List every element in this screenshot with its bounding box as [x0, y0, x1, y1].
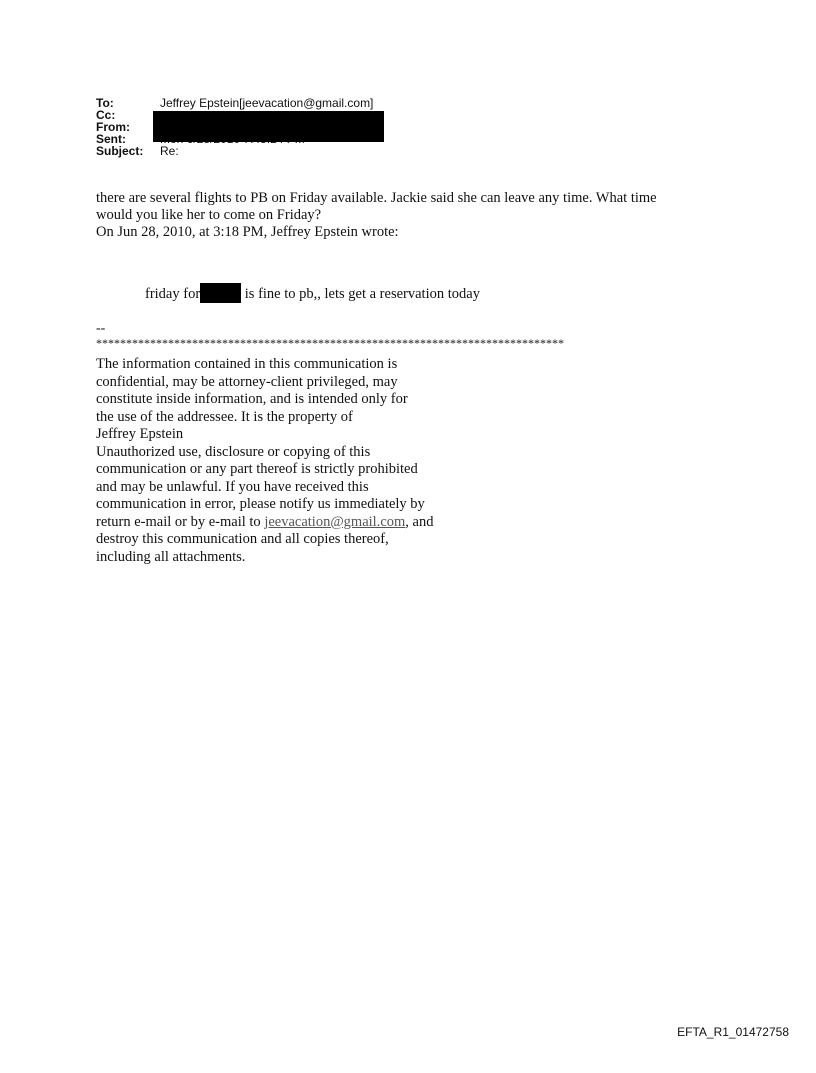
disclaimer-text: , and	[405, 513, 434, 530]
message-line-1: there are several flights to PB on Friday available. Jackie said she can leave any time. What time	[96, 190, 657, 206]
to-label: To:	[96, 96, 114, 110]
signature-stars: ******************************************************************************	[96, 336, 564, 350]
redaction-block-from	[153, 111, 384, 142]
quoted-message	[145, 283, 480, 303]
subject-value: Re:	[160, 144, 179, 158]
disclaimer-line: Unauthorized use, disclosure or copying of this	[96, 443, 371, 460]
disclaimer-line: including all attachments.	[96, 548, 246, 565]
disclaimer-line: confidential, may be attorney-client privileged, may	[96, 373, 398, 390]
to-value: Jeffrey Epstein[jeevacation@gmail.com]	[160, 96, 374, 110]
redaction-inline-name	[200, 283, 241, 303]
quoted-text-before: friday for	[145, 286, 201, 302]
disclaimer-line: communication in error, please notify us immediately by	[96, 496, 425, 512]
cc-label: Cc:	[96, 108, 116, 122]
disclaimer-line: constitute inside information, and is intended only for	[96, 391, 408, 407]
disclaimer-line: The information contained in this communication is	[96, 356, 398, 372]
disclaimer-line: and may be unlawful. If you have received this	[96, 478, 369, 495]
sent-label: Sent:	[96, 132, 126, 146]
email-link[interactable]: jeevacation@gmail.com	[264, 513, 406, 530]
disclaimer-line: destroy this communication and all copies thereof,	[96, 531, 389, 547]
message-line-2: would you like her to come on Friday?	[96, 207, 322, 223]
signature-dash: --	[96, 321, 106, 336]
disclaimer-text: return e-mail or by e-mail to	[96, 513, 265, 530]
from-label: From:	[96, 120, 130, 134]
confidentiality-disclaimer	[96, 356, 433, 566]
message-line-3: On Jun 28, 2010, at 3:18 PM, Jeffrey Epstein wrote:	[96, 224, 399, 240]
quoted-text-after: is fine to pb,, lets get a reservation today	[244, 286, 480, 302]
disclaimer-line: Jeffrey Epstein	[96, 426, 184, 442]
disclaimer-line: the use of the addressee. It is the property of	[96, 408, 353, 425]
document-id: EFTA_R1_01472758	[677, 1025, 789, 1039]
disclaimer-line: communication or any part thereof is strictly prohibited	[96, 461, 418, 477]
disclaimer-line	[96, 514, 433, 532]
subject-label: Subject:	[96, 144, 144, 158]
